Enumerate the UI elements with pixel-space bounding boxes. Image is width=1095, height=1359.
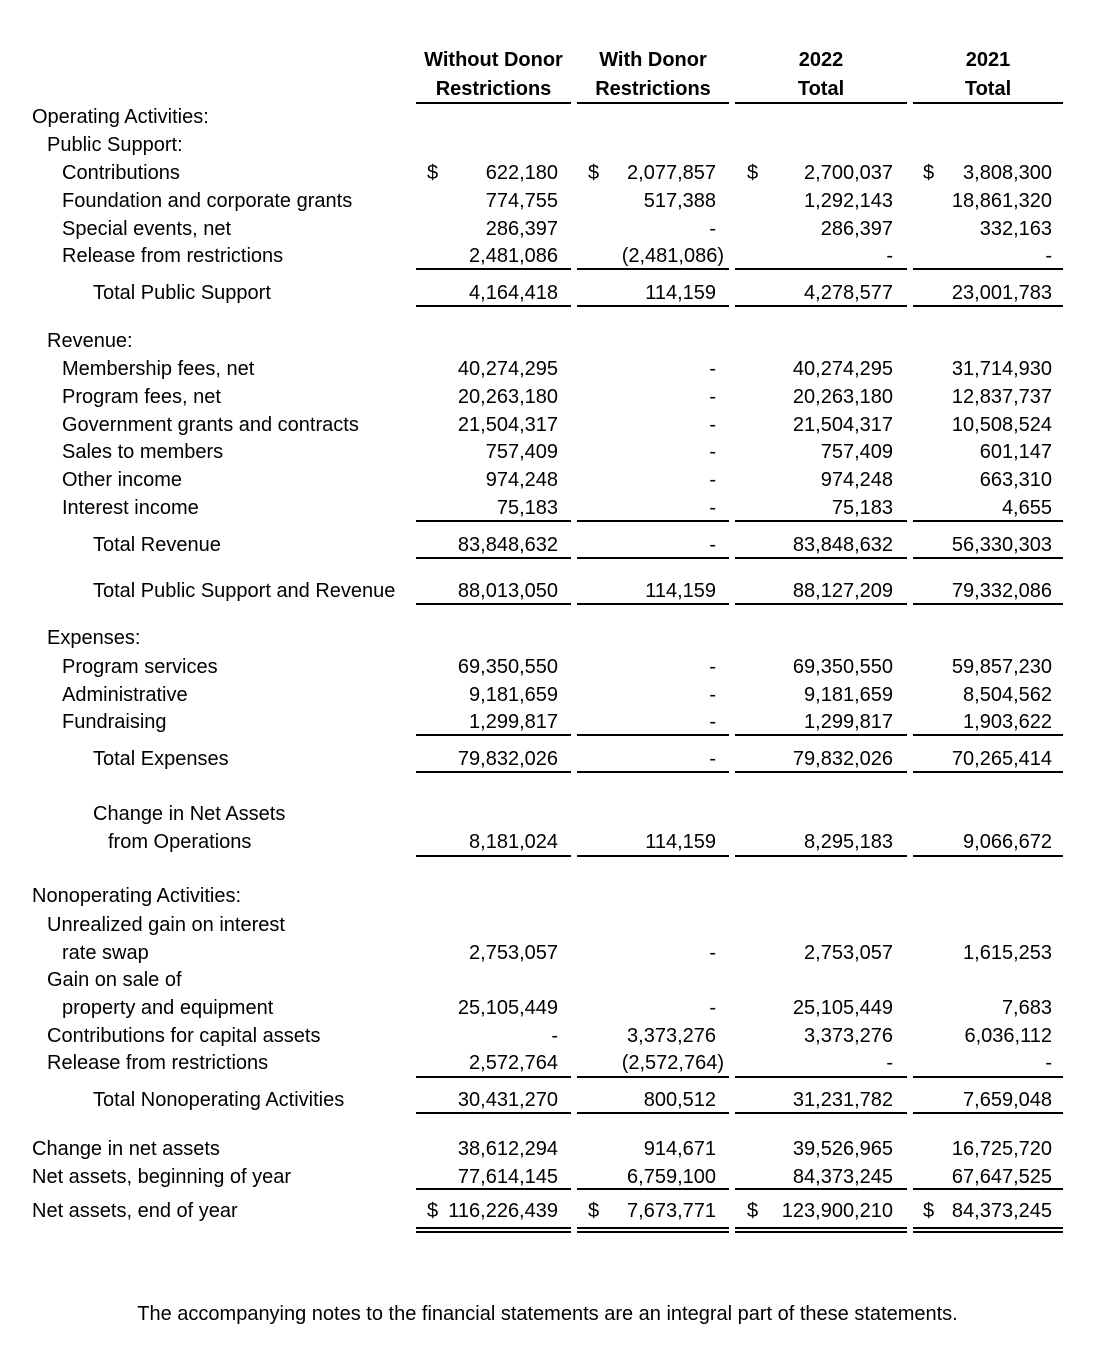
value-cell: 800,512 — [643, 1089, 716, 1111]
row-total-rev — [0, 532, 1095, 560]
double-underline-rule — [735, 1227, 907, 1233]
row-label: Special events, net — [62, 218, 231, 240]
value-cell: 12,837,737 — [951, 386, 1052, 408]
underline-rule — [416, 102, 571, 104]
value-cell: - — [709, 358, 716, 380]
dollar-sign: $ — [588, 162, 600, 184]
underline-rule — [577, 520, 729, 522]
underline-rule — [735, 855, 907, 857]
value-cell: 4,164,418 — [469, 282, 558, 304]
value-cell: 56,330,303 — [951, 534, 1052, 556]
row-label: Unrealized gain on interest — [47, 914, 285, 936]
column-header-2022-total — [735, 46, 907, 104]
row-total-nonop — [0, 1087, 1095, 1115]
dollar-sign: $ — [923, 1200, 935, 1222]
value-cell: - — [709, 711, 716, 733]
row-label: Other income — [62, 469, 183, 491]
row-label: Program services — [62, 656, 218, 678]
row-label: Membership fees, net — [62, 358, 255, 380]
row-contributions — [0, 160, 1095, 188]
value-cell: 914,671 — [643, 1138, 716, 1160]
underline-rule — [913, 557, 1063, 559]
value-cell: 1,903,622 — [963, 711, 1052, 733]
value-cell: 16,725,720 — [951, 1138, 1052, 1160]
value-cell: 75,183 — [496, 497, 558, 519]
row-label: Government grants and contracts — [62, 414, 359, 436]
row-release1 — [0, 243, 1095, 271]
underline-rule — [735, 603, 907, 605]
row-label: Sales to members — [62, 441, 224, 463]
underline-rule — [577, 557, 729, 559]
section-operating — [0, 104, 1095, 132]
section-label: Revenue: — [47, 330, 133, 352]
underline-rule — [416, 771, 571, 773]
underline-rule — [913, 1076, 1063, 1078]
value-cell: 23,001,783 — [951, 282, 1052, 304]
value-cell: 6,759,100 — [627, 1166, 716, 1188]
column-header-2021-total — [913, 46, 1063, 104]
underline-rule — [577, 1112, 729, 1114]
underline-rule — [735, 305, 907, 307]
value-cell: 774,755 — [485, 190, 558, 212]
row-total-ps — [0, 280, 1095, 308]
value-cell: 2,700,037 — [804, 162, 893, 184]
underline-rule — [577, 268, 729, 270]
value-cell: 20,263,180 — [792, 386, 893, 408]
row-gov — [0, 412, 1095, 440]
row-label: Contributions — [62, 162, 180, 184]
row-other — [0, 467, 1095, 495]
value-cell: 8,181,024 — [469, 831, 558, 853]
column-header-line2: Restrictions — [595, 78, 711, 100]
value-cell: 10,508,524 — [951, 414, 1052, 436]
underline-rule — [416, 268, 571, 270]
row-foundation — [0, 188, 1095, 216]
underline-rule — [416, 603, 571, 605]
column-header-line2: Total — [797, 78, 845, 100]
row-program-svc — [0, 654, 1095, 682]
row-label: Net assets, end of year — [32, 1200, 238, 1222]
value-cell: - — [709, 469, 716, 491]
row-program-fees — [0, 384, 1095, 412]
value-cell: 3,808,300 — [963, 162, 1052, 184]
value-cell: 2,753,057 — [804, 942, 893, 964]
value-cell: 8,504,562 — [963, 684, 1052, 706]
column-header-line1: With Donor — [599, 49, 707, 71]
row-gain-sale — [0, 967, 1095, 1019]
dollar-sign: $ — [427, 1200, 439, 1222]
underline-rule — [577, 102, 729, 104]
value-cell: - — [709, 684, 716, 706]
row-label: Program fees, net — [62, 386, 221, 408]
underline-rule — [913, 603, 1063, 605]
underline-rule — [577, 1188, 729, 1190]
dollar-sign: $ — [747, 162, 759, 184]
column-header-line1: Without Donor — [424, 49, 563, 71]
underline-rule — [577, 305, 729, 307]
row-label: Change in net assets — [32, 1138, 220, 1160]
value-cell: (2,572,764) — [621, 1052, 724, 1074]
value-cell: 25,105,449 — [792, 997, 893, 1019]
value-cell: - — [886, 245, 893, 267]
row-label: Gain on sale of — [47, 969, 182, 991]
row-sales — [0, 439, 1095, 467]
value-cell: 40,274,295 — [792, 358, 893, 380]
value-cell: - — [709, 386, 716, 408]
value-cell: 7,673,771 — [627, 1200, 716, 1222]
underline-rule — [913, 1112, 1063, 1114]
underline-rule — [735, 268, 907, 270]
column-header-with-donor — [577, 46, 729, 104]
value-cell: 3,373,276 — [804, 1025, 893, 1047]
section-label: Expenses: — [47, 627, 141, 649]
underline-rule — [735, 734, 907, 736]
row-label: Total Public Support — [93, 282, 271, 304]
underline-rule — [735, 1188, 907, 1190]
value-cell: 2,481,086 — [469, 245, 558, 267]
underline-rule — [913, 855, 1063, 857]
underline-rule — [735, 1076, 907, 1078]
underline-rule — [735, 102, 907, 104]
value-cell: 9,066,672 — [963, 831, 1052, 853]
value-cell: 2,753,057 — [469, 942, 558, 964]
value-cell: 757,409 — [485, 441, 558, 463]
row-membership — [0, 356, 1095, 384]
column-header-without-donor — [416, 46, 571, 104]
dollar-sign: $ — [923, 162, 935, 184]
value-cell: 25,105,449 — [457, 997, 558, 1019]
dollar-sign: $ — [747, 1200, 759, 1222]
double-underline-rule — [913, 1227, 1063, 1233]
value-cell: 30,431,270 — [457, 1089, 558, 1111]
value-cell: 75,183 — [831, 497, 893, 519]
row-contrib-cap — [0, 1023, 1095, 1051]
value-cell: 69,350,550 — [792, 656, 893, 678]
value-cell: 83,848,632 — [792, 534, 893, 556]
underline-rule — [913, 305, 1063, 307]
row-net-end — [0, 1198, 1095, 1226]
value-cell: - — [1045, 245, 1052, 267]
value-cell: - — [1045, 1052, 1052, 1074]
value-cell: 601,147 — [979, 441, 1052, 463]
section-public-support — [0, 132, 1095, 160]
underline-rule — [913, 268, 1063, 270]
value-cell: 20,263,180 — [457, 386, 558, 408]
double-underline-rule — [416, 1227, 571, 1233]
underline-rule — [416, 734, 571, 736]
value-cell: - — [709, 942, 716, 964]
value-cell: 114,159 — [645, 580, 716, 602]
value-cell: 974,248 — [820, 469, 893, 491]
row-label: Contributions for capital assets — [47, 1025, 321, 1047]
column-header-line1: 2021 — [965, 49, 1011, 71]
section-revenue — [0, 328, 1095, 356]
underline-rule — [735, 771, 907, 773]
value-cell: 7,683 — [1001, 997, 1052, 1019]
column-header-line1: 2022 — [798, 49, 844, 71]
row-label: Release from restrictions — [62, 245, 284, 267]
value-cell: - — [709, 748, 716, 770]
underline-rule — [416, 1188, 571, 1190]
value-cell: (2,481,086) — [621, 245, 724, 267]
underline-rule — [913, 771, 1063, 773]
value-cell: - — [709, 441, 716, 463]
value-cell: 88,127,209 — [792, 580, 893, 602]
row-special — [0, 216, 1095, 244]
row-label: Change in Net Assets — [93, 803, 286, 825]
underline-rule — [913, 520, 1063, 522]
row-label: Foundation and corporate grants — [62, 190, 353, 212]
value-cell: 38,612,294 — [457, 1138, 558, 1160]
row-change-net — [0, 1136, 1095, 1164]
value-cell: 84,373,245 — [951, 1200, 1052, 1222]
row-label: Release from restrictions — [47, 1052, 269, 1074]
underline-rule — [735, 520, 907, 522]
value-cell: 4,655 — [1001, 497, 1052, 519]
value-cell: 1,299,817 — [469, 711, 558, 733]
row-label-continued: from Operations — [108, 831, 252, 853]
section-label: Nonoperating Activities: — [32, 885, 242, 907]
underline-rule — [416, 557, 571, 559]
value-cell: 114,159 — [645, 831, 716, 853]
value-cell: 18,861,320 — [951, 190, 1052, 212]
row-fundraising — [0, 709, 1095, 737]
footer-note: The accompanying notes to the financial statements are an integral part of these statements. — [137, 1303, 958, 1325]
section-nonoperating — [0, 883, 1095, 911]
value-cell: 1,615,253 — [963, 942, 1052, 964]
value-cell: - — [709, 534, 716, 556]
value-cell: - — [709, 997, 716, 1019]
value-cell: 31,714,930 — [951, 358, 1052, 380]
value-cell: 286,397 — [820, 218, 893, 240]
underline-rule — [416, 305, 571, 307]
value-cell: 3,373,276 — [627, 1025, 716, 1047]
dollar-sign: $ — [588, 1200, 600, 1222]
row-label-continued: rate swap — [62, 942, 149, 964]
underline-rule — [416, 520, 571, 522]
double-underline-rule — [577, 1227, 729, 1233]
row-unrealized — [0, 912, 1095, 964]
value-cell: 79,332,086 — [951, 580, 1052, 602]
value-cell: 123,900,210 — [781, 1200, 893, 1222]
value-cell: 116,226,439 — [448, 1200, 558, 1222]
underline-rule — [416, 855, 571, 857]
value-cell: 9,181,659 — [804, 684, 893, 706]
row-total-psr — [0, 578, 1095, 606]
value-cell: 757,409 — [820, 441, 893, 463]
underline-rule — [416, 1076, 571, 1078]
value-cell: 2,077,857 — [627, 162, 716, 184]
row-label: Administrative — [62, 684, 188, 706]
value-cell: 83,848,632 — [457, 534, 558, 556]
value-cell: 7,659,048 — [963, 1089, 1052, 1111]
value-cell: 622,180 — [485, 162, 558, 184]
underline-rule — [577, 1076, 729, 1078]
underline-rule — [913, 734, 1063, 736]
value-cell: 114,159 — [645, 282, 716, 304]
value-cell: 9,181,659 — [469, 684, 558, 706]
underline-rule — [416, 1112, 571, 1114]
underline-rule — [735, 557, 907, 559]
underline-rule — [735, 1112, 907, 1114]
value-cell: 31,231,782 — [792, 1089, 893, 1111]
row-total-exp — [0, 746, 1095, 774]
value-cell: 1,292,143 — [804, 190, 893, 212]
row-label: Fundraising — [62, 711, 167, 733]
value-cell: 286,397 — [485, 218, 558, 240]
row-label: Interest income — [62, 497, 199, 519]
row-label: Total Public Support and Revenue — [93, 580, 396, 602]
dollar-sign: $ — [427, 162, 439, 184]
value-cell: - — [709, 414, 716, 436]
value-cell: 79,832,026 — [792, 748, 893, 770]
value-cell: 88,013,050 — [457, 580, 558, 602]
row-release2 — [0, 1050, 1095, 1078]
value-cell: 77,614,145 — [457, 1166, 558, 1188]
value-cell: 974,248 — [485, 469, 558, 491]
value-cell: 69,350,550 — [457, 656, 558, 678]
value-cell: 6,036,112 — [964, 1025, 1052, 1047]
value-cell: 4,278,577 — [804, 282, 893, 304]
value-cell: 663,310 — [979, 469, 1052, 491]
column-header-line2: Restrictions — [435, 78, 552, 100]
value-cell: 39,526,965 — [792, 1138, 893, 1160]
row-label: Total Revenue — [93, 534, 221, 556]
value-cell: - — [709, 218, 716, 240]
section-label: Operating Activities: — [32, 106, 209, 128]
row-interest — [0, 495, 1095, 523]
value-cell: - — [886, 1052, 893, 1074]
value-cell: 21,504,317 — [457, 414, 558, 436]
section-expenses — [0, 625, 1095, 653]
underline-rule — [577, 771, 729, 773]
underline-rule — [913, 1188, 1063, 1190]
row-label: Total Nonoperating Activities — [93, 1089, 345, 1111]
value-cell: 40,274,295 — [457, 358, 558, 380]
value-cell: 67,647,525 — [951, 1166, 1052, 1188]
value-cell: 84,373,245 — [792, 1166, 893, 1188]
row-change-ops — [0, 801, 1095, 853]
value-cell: - — [709, 656, 716, 678]
value-cell: 2,572,764 — [469, 1052, 558, 1074]
value-cell: - — [551, 1025, 558, 1047]
value-cell: - — [709, 497, 716, 519]
row-label: Net assets, beginning of year — [32, 1166, 292, 1188]
underline-rule — [913, 102, 1063, 104]
value-cell: 8,295,183 — [804, 831, 893, 853]
value-cell: 332,163 — [979, 218, 1052, 240]
value-cell: 1,299,817 — [804, 711, 893, 733]
underline-rule — [577, 855, 729, 857]
value-cell: 79,832,026 — [457, 748, 558, 770]
section-label: Public Support: — [47, 134, 183, 156]
underline-rule — [577, 603, 729, 605]
column-header-line2: Total — [964, 78, 1012, 100]
row-label-continued: property and equipment — [62, 997, 274, 1019]
underline-rule — [577, 734, 729, 736]
value-cell: 21,504,317 — [792, 414, 893, 436]
row-label: Total Expenses — [93, 748, 229, 770]
value-cell: 59,857,230 — [951, 656, 1052, 678]
value-cell: 517,388 — [643, 190, 716, 212]
row-admin — [0, 682, 1095, 710]
value-cell: 70,265,414 — [951, 748, 1052, 770]
